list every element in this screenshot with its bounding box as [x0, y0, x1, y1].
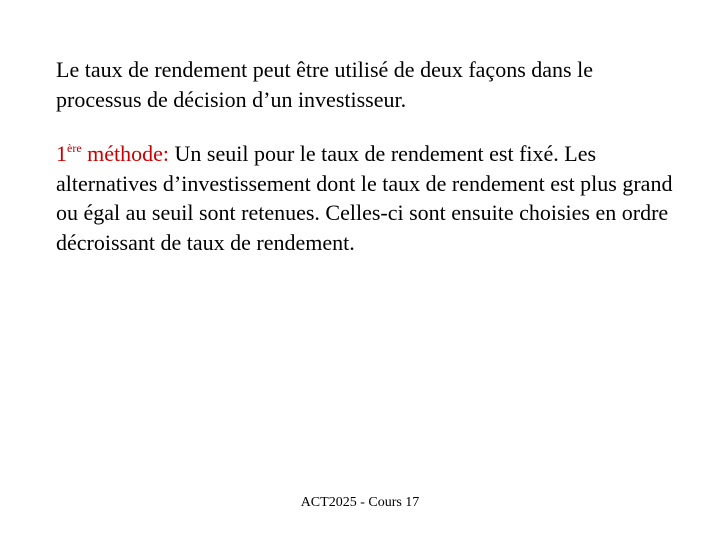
intro-paragraph: Le taux de rendement peut être utilisé de deux façons dans le processus de décision d’un investisseur. — [56, 57, 593, 112]
slide-footer: ACT2025 - Cours 17 — [300, 495, 420, 510]
method-text: Un seuil pour le taux de rendement est fixé. Les alternatives d’investissement dont le taux de rendement est plus grand ou égal au seuil sont retenues. Celles-ci sont ensuite choisies en ordre décroissant de taux de rendement. — [56, 141, 673, 255]
method-number: 1 — [56, 141, 67, 166]
method-label: méthode: — [81, 141, 170, 166]
method-heading — [56, 141, 169, 166]
method-superscript: ère — [67, 141, 82, 155]
method-paragraph — [56, 139, 676, 257]
